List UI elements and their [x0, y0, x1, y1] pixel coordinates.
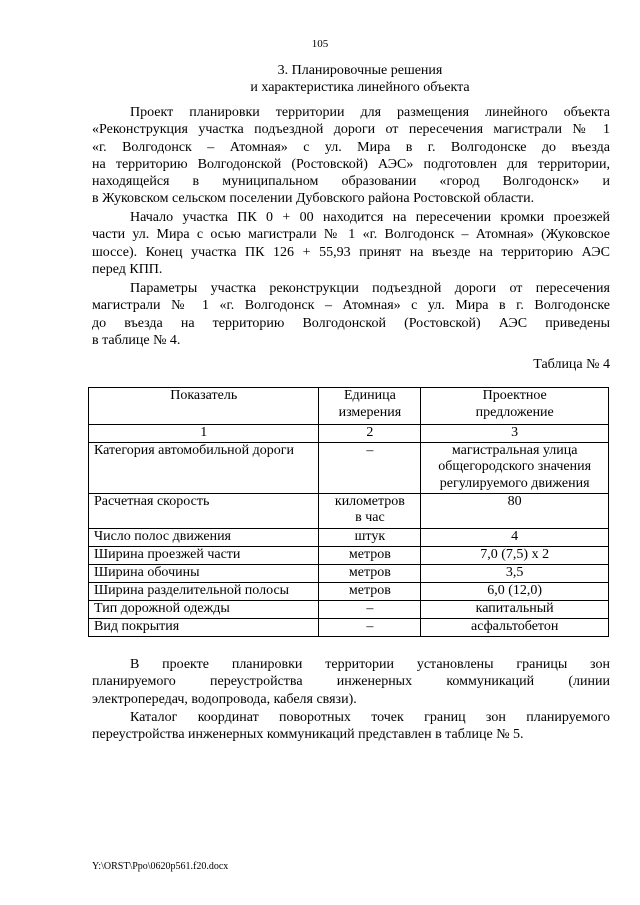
page-number: 105: [311, 38, 329, 50]
text-line: «Реконструкция участка подъездной дороги от пересечения магистрали № 1: [92, 122, 610, 138]
value-cell: 3,5: [421, 564, 609, 582]
indicator-cell: Число полос движения: [89, 528, 319, 546]
table-row: [89, 582, 609, 600]
indicator-cell: Ширина разделительной полосы: [89, 582, 319, 600]
column-number: 1: [89, 425, 319, 443]
value-cell: капитальный: [421, 600, 609, 618]
text-line: «г. Волгодонск – Атомная» с ул. Мира в г. Волгодонске до въезда: [92, 139, 610, 155]
paragraph-section-start-end: [92, 209, 610, 278]
value-cell: асфальтобетон: [421, 618, 609, 636]
unit-cell: штук: [319, 528, 421, 546]
column-number: 3: [421, 425, 609, 443]
value-cell: 4: [421, 528, 609, 546]
header-cell-value: [421, 388, 609, 425]
value-cell: 7,0 (7,5) х 2: [421, 546, 609, 564]
text-line: в Жуковском сельском поселении Дубовского района Ростовской области.: [92, 191, 535, 207]
unit-cell: –: [319, 600, 421, 618]
table-row: [89, 528, 609, 546]
heading-line: 3. Планировочные решения: [277, 63, 443, 78]
cell-line: магистральная улица: [451, 442, 578, 458]
unit-cell: –: [319, 442, 421, 493]
unit-cell: [319, 493, 421, 528]
text-line: перед КПП.: [92, 261, 163, 277]
table-header-row: [89, 388, 609, 425]
text-line: Каталог координат поворотных точек границ зон планируемого: [130, 710, 610, 725]
cell-line: Показатель: [170, 388, 238, 403]
table-row: [89, 493, 609, 528]
indicator-cell: Категория автомобильной дороги: [89, 442, 319, 493]
cell-line: Единица: [343, 388, 396, 403]
text-line: Параметры участка реконструкции подъездной дороги от пересечения: [130, 281, 610, 296]
value-cell: 6,0 (12,0): [421, 582, 609, 600]
indicator-cell: Расчетная скорость: [89, 493, 319, 528]
cell-line: километров: [334, 493, 405, 509]
cell-line: предложение: [475, 404, 554, 420]
table-caption: Таблица № 4: [533, 357, 610, 372]
cell-line: общегородского значения: [438, 459, 592, 474]
indicator-cell: Вид покрытия: [89, 618, 319, 636]
text-line: до въезда на территорию Волгодонской (Ростовской) АЭС приведены: [92, 315, 610, 331]
indicator-cell: Тип дорожной одежды: [89, 600, 319, 618]
unit-cell: метров: [319, 564, 421, 582]
unit-cell: –: [319, 618, 421, 636]
text-line: Проект планировки территории для размещения линейного объекта: [130, 105, 610, 120]
cell-line: измерения: [338, 404, 402, 420]
table-row: [89, 600, 609, 618]
text-line: на территорию Волгодонской (Ростовской) АЭС» подготовлен для территории,: [92, 156, 610, 172]
text-line: электропередач, водопровода, кабеля связи).: [92, 691, 357, 707]
heading-line: и характеристика линейного объекта: [250, 80, 470, 95]
paragraph-coordinates-catalog: [92, 709, 610, 744]
header-cell-indicator: [89, 388, 319, 425]
table-number-row: [89, 425, 609, 443]
cell-line: в час: [355, 510, 385, 525]
table-row: [89, 618, 609, 636]
paragraph-utility-zones: [92, 656, 610, 708]
parameters-table: [88, 387, 609, 637]
text-line: находящейся в муниципальном образовании «город Волгодонск» и: [92, 174, 610, 190]
table-row: [89, 546, 609, 564]
text-line: в таблице № 4.: [92, 332, 181, 348]
text-line: магистрали № 1 «г. Волгодонск – Атомная» с ул. Мира в г. Волгодонске: [92, 298, 610, 314]
text-line: части ул. Мира с осью магистрали № 1 «г. Волгодонск – Атомная» (Жуковское: [92, 227, 610, 243]
table-row: [89, 564, 609, 582]
file-path-footer: Y:\ORST\Ppo\0620p561.f20.docx: [92, 861, 229, 872]
indicator-cell: Ширина проезжей части: [89, 546, 319, 564]
table-row: [89, 442, 609, 493]
column-number: 2: [319, 425, 421, 443]
section-heading: [150, 62, 570, 96]
value-cell: [421, 442, 609, 493]
cell-line: регулируемого движения: [439, 475, 590, 491]
unit-cell: метров: [319, 582, 421, 600]
text-line: переустройства инженерных коммуникаций представлен в таблице № 5.: [92, 727, 524, 743]
unit-cell: метров: [319, 546, 421, 564]
text-line: В проекте планировки территории установлены границы зон: [130, 657, 610, 672]
indicator-cell: Ширина обочины: [89, 564, 319, 582]
paragraph-parameters-intro: [92, 280, 610, 349]
text-line: шоссе). Конец участка ПК 126 + 55,93 принят на въезде на территорию АЭС: [92, 244, 610, 260]
text-line: планируемого переустройства инженерных коммуникаций (линии: [92, 674, 610, 690]
cell-line: Проектное: [482, 388, 547, 403]
value-cell: 80: [421, 493, 609, 528]
paragraph-project-description: [92, 104, 610, 208]
header-cell-unit: [319, 388, 421, 425]
text-line: Начало участка ПК 0 + 00 находится на пересечении кромки проезжей: [130, 210, 610, 225]
